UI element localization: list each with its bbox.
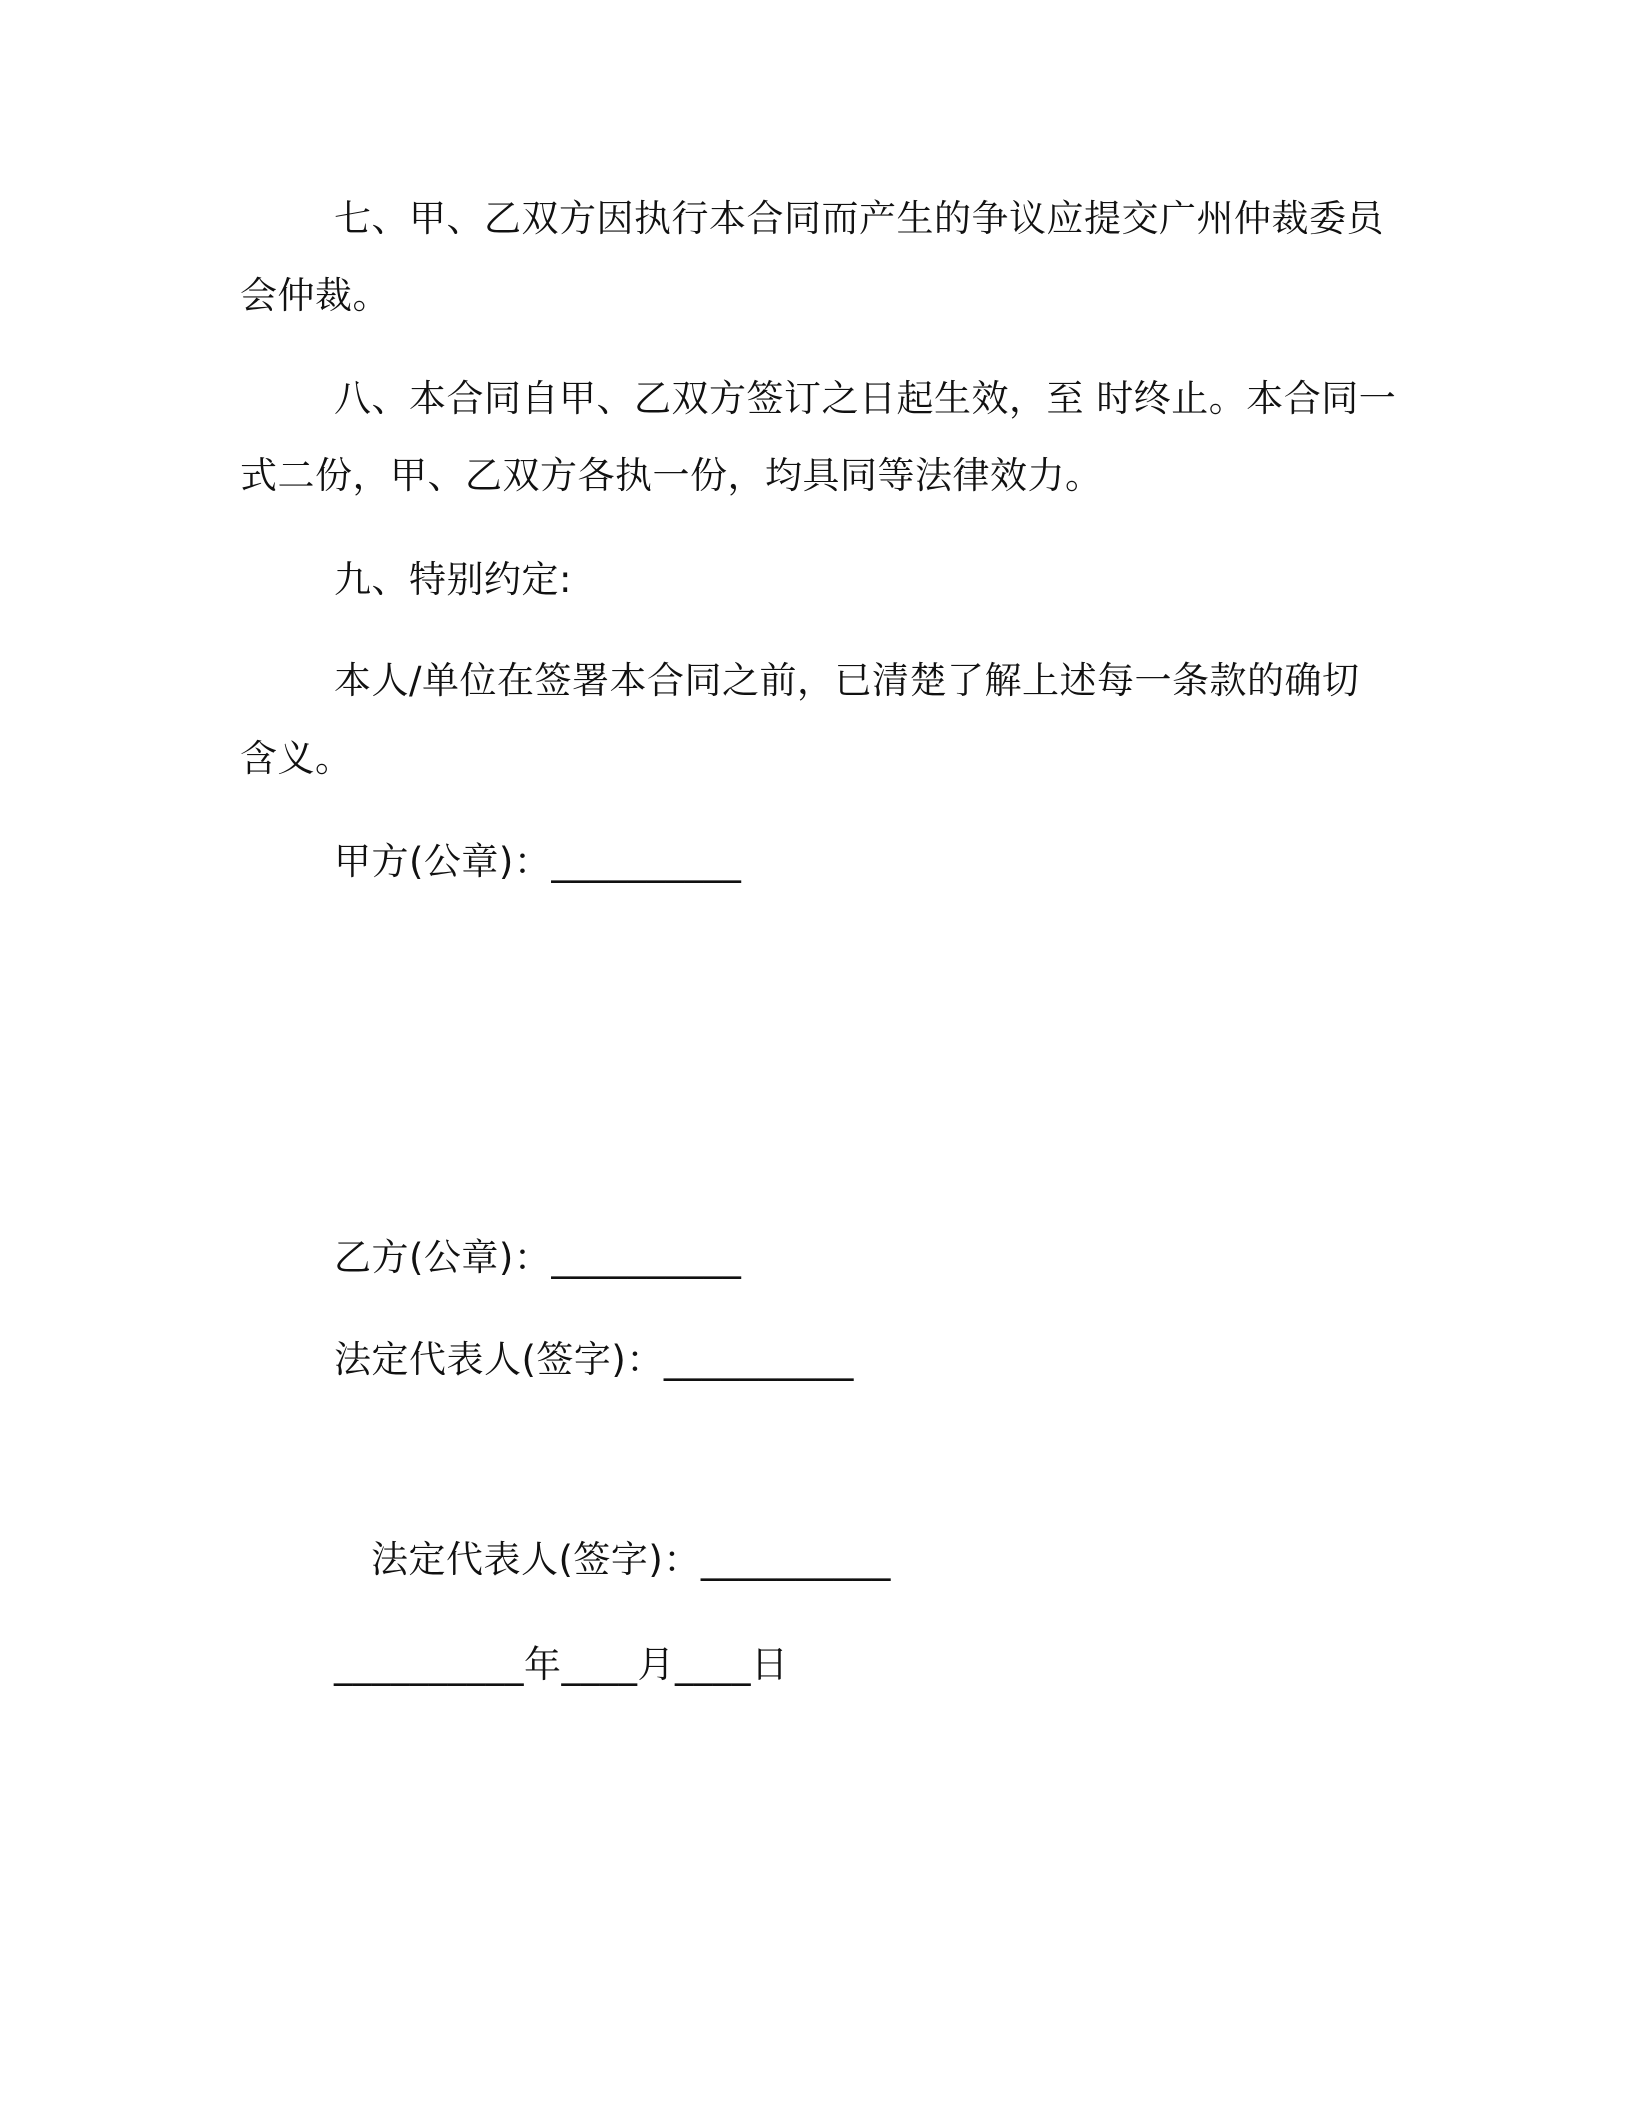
clause-7-line-1: 七、甲、乙双方因执行本合同而产生的争议应提交广州仲裁委员 (334, 197, 1384, 240)
party-b-seal-line: 乙方(公章)：__________ (334, 1236, 742, 1279)
legal-representative-signature-1: 法定代表人(签字)：__________ (334, 1338, 854, 1381)
acknowledgement-line-2: 含义。 (240, 737, 353, 780)
clause-8-line-1: 八、本合同自甲、乙双方签订之日起生效，至 时终止。本合同一 (334, 377, 1397, 420)
acknowledgement-line-1: 本人/单位在签署本合同之前，已清楚了解上述每一条款的确切 (334, 659, 1360, 702)
clause-7-line-2: 会仲裁。 (240, 274, 390, 317)
signing-date-line: __________年____月____日 (334, 1643, 789, 1686)
clause-9-heading: 九、特别约定: (334, 558, 572, 601)
clause-8-line-2: 式二份，甲、乙双方各执一份，均具同等法律效力。 (240, 454, 1103, 497)
legal-representative-signature-2: 法定代表人(签字)：__________ (371, 1538, 891, 1581)
party-a-seal-line: 甲方(公章)：__________ (334, 840, 742, 883)
